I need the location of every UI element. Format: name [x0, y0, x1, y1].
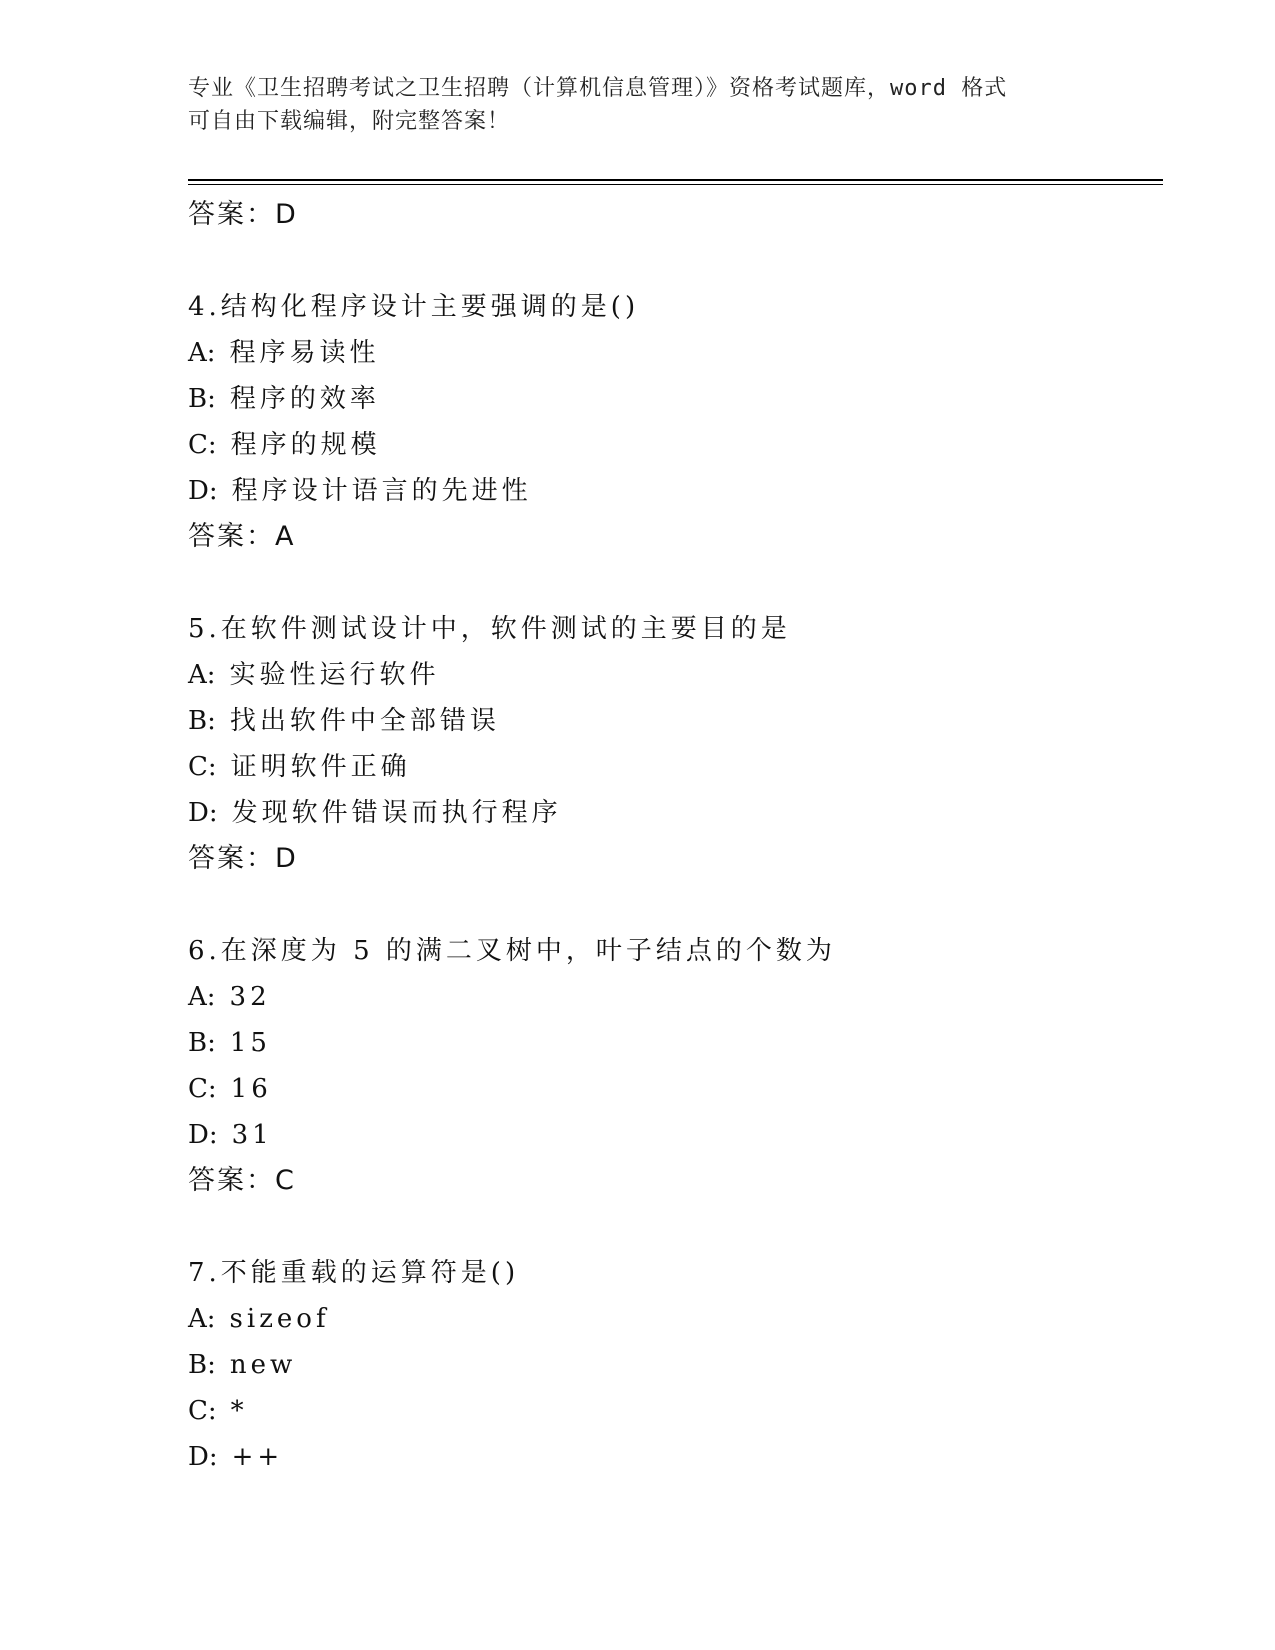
option-letter: A:	[188, 338, 216, 368]
option-letter: C:	[188, 430, 217, 460]
answer-line: 答案：A	[188, 521, 296, 552]
option-letter: B:	[188, 1350, 216, 1380]
option-letter: D:	[188, 1120, 218, 1150]
option-c	[188, 1066, 1163, 1112]
option-letter: C:	[188, 752, 217, 782]
header-divider-thick	[188, 179, 1163, 181]
header-line-2: 可自由下载编辑，附完整答案！	[188, 109, 511, 134]
option-letter: C:	[188, 1396, 217, 1426]
option-b	[188, 1020, 1163, 1066]
answer-line: 答案：C	[188, 1165, 296, 1196]
option-text: 程序易读性	[229, 338, 380, 368]
option-letter: B:	[188, 706, 216, 736]
question-item	[188, 928, 1163, 1204]
question-item	[188, 1250, 1163, 1480]
option-d	[188, 1434, 1163, 1480]
option-letter: D:	[188, 798, 218, 828]
option-text: 15	[229, 1028, 271, 1058]
option-text: 16	[230, 1074, 272, 1104]
option-c	[188, 1388, 1163, 1434]
option-letter: B:	[188, 1028, 216, 1058]
option-text: ++	[231, 1442, 284, 1472]
header-line-1: 专业《卫生招聘考试之卫生招聘（计算机信息管理）》资格考试题库，word 格式	[188, 76, 1008, 101]
answer-line: 答案：D	[188, 199, 298, 230]
option-a	[188, 974, 1163, 1020]
question-item	[188, 284, 1163, 560]
option-c	[188, 422, 1163, 468]
option-text: 程序的规模	[230, 430, 381, 460]
header-divider-thin	[188, 184, 1163, 185]
option-letter: B:	[188, 384, 216, 414]
option-letter: A:	[188, 982, 216, 1012]
document-header	[188, 72, 1088, 138]
option-a	[188, 652, 1163, 698]
option-text: 32	[229, 982, 271, 1012]
option-letter: A:	[188, 1304, 216, 1334]
question-item	[188, 606, 1163, 882]
question-stem: 4.结构化程序设计主要强调的是()	[188, 292, 640, 322]
option-d	[188, 790, 1163, 836]
option-letter: A:	[188, 660, 216, 690]
question-list	[188, 192, 1163, 1480]
question-stem: 7.不能重载的运算符是()	[188, 1258, 520, 1288]
answer-line: 答案：D	[188, 843, 298, 874]
option-b	[188, 698, 1163, 744]
option-d	[188, 1112, 1163, 1158]
option-text: 证明软件正确	[230, 752, 411, 782]
option-text: new	[229, 1350, 297, 1380]
option-d	[188, 468, 1163, 514]
option-text: 程序设计语言的先进性	[231, 476, 532, 506]
option-b	[188, 376, 1163, 422]
option-text: sizeof	[229, 1304, 330, 1334]
option-text: 发现软件错误而执行程序	[231, 798, 562, 828]
option-a	[188, 330, 1163, 376]
option-text: 31	[231, 1120, 273, 1150]
option-text: *	[230, 1396, 248, 1426]
option-letter: C:	[188, 1074, 217, 1104]
question-stem: 5.在软件测试设计中，软件测试的主要目的是	[188, 614, 791, 644]
option-a	[188, 1296, 1163, 1342]
option-text: 程序的效率	[229, 384, 380, 414]
option-letter: D:	[188, 476, 218, 506]
option-text: 找出软件中全部错误	[229, 706, 500, 736]
option-letter: D:	[188, 1442, 218, 1472]
option-c	[188, 744, 1163, 790]
question-stem: 6.在深度为 5 的满二叉树中，叶子结点的个数为	[188, 936, 836, 966]
option-text: 实验性运行软件	[229, 660, 440, 690]
option-b	[188, 1342, 1163, 1388]
